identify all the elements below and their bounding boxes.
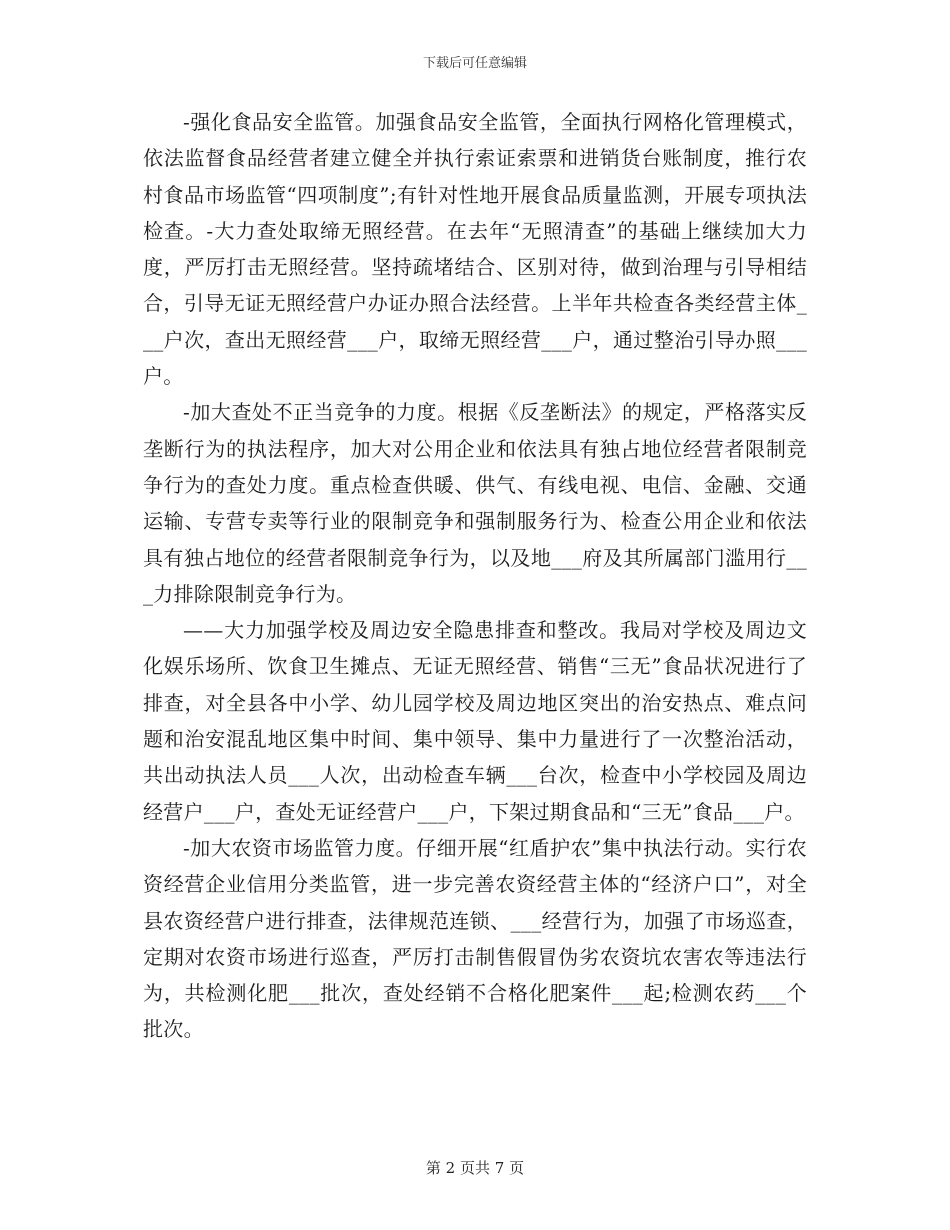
paragraph-agricultural-market: -加大农资市场监管力度。仔细开展“红盾护农”集中执法行动。实行农资经营企业信用分类监管，进一步完善农资经营主体的“经济户口”，对全县农资经营户进行排查，法律规范连锁、___经营行为，加强了市场巡查，定期对农资市场进行巡查，严厉打击制售假冒伪劣农资坑农害农等违法行为，共检测化肥___批次，查处经销不合格化肥案件___起;检测农药___个批次。 — [143, 835, 807, 1042]
page-footer: 第 2 页共 7 页 — [425, 1159, 525, 1177]
paragraph-school-safety: ——大力加强学校及周边安全隐患排查和整改。我局对学校及周边文化娱乐场所、饮食卫生摊点、无证无照经营、销售“三无”食品状况进行了排查，对全县各中小学、幼儿园学校及周边地区突出的治安热点、难点问题和治安混乱地区集中时间、集中领导、集中力量进行了一次整治活动，共出动执法人员___人次，出动检查车辆___台次，检查中小学校园及周边经营户___户，查处无证经营户___户，下架过期食品和“三无”食品___户。 — [143, 618, 807, 824]
page-header: 下载后可任意编辑 — [422, 56, 527, 71]
paragraph-unfair-competition: -加大查处不正当竞争的力度。根据《反垄断法》的规定，严格落实反垄断行为的执法程序，加大对公用企业和依法具有独占地位经营者限制竞争行为的查处力度。重点检查供暖、供气、有线电视、电信、金融、交通运输、专营专卖等行业的限制竞争和强制服务行为、检查公用企业和依法具有独占地位的经营者限制竞争行为，以及地___府及其所属部门滥用行___力排除限制竞争行为。 — [143, 400, 807, 606]
document-body — [143, 104, 807, 1048]
paragraph-food-safety: -强化食品安全监管。加强食品安全监管，全面执行网格化管理模式，依法监督食品经营者建立健全并执行索证索票和进销货台账制度，推行农村食品市场监管“四项制度”;有针对性地开展食品质量监测，开展专项执法检查。-大力查处取缔无照经营。在去年“无照清查”的基础上继续加大力度，严厉打击无照经营。坚持疏堵结合、区别对待，做到治理与引导相结合，引导无证无照经营户办证办照合法经营。上半年共检查各类经营主体___户次，查出无照经营___户，取缔无照经营___户，通过整治引导办照___户。 — [143, 110, 807, 389]
